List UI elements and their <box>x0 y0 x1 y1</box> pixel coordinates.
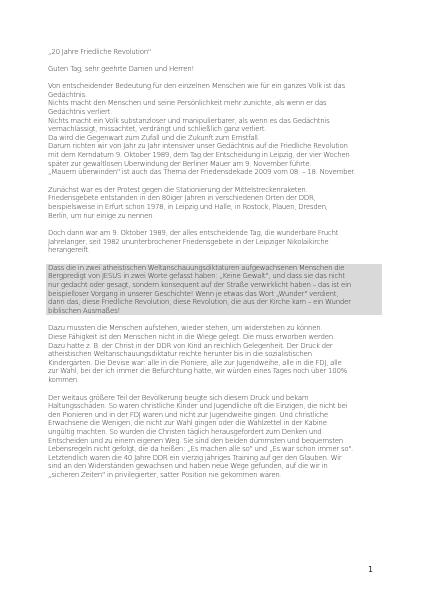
paragraph-line: Letztendlich waren die 40 Jahre DDR ein vierzig jähriges Training auf ger den Glauben. Wir <box>48 453 342 462</box>
paragraph-line: Gedächtnis verliert. <box>48 107 113 116</box>
document-title: „20 Jahre Friedliche Revolution" <box>48 48 151 56</box>
paragraph-line: Der weitaus größere Teil der Bevölkerung beugte sich diesem Druck und bekam <box>48 393 309 402</box>
paragraph-line: Doch dann war am 9. Oktober 1989, der alles entscheidende Tag, die wunderbare Frucht <box>48 229 339 238</box>
paragraph-line: Friedensgebete entstanden in den 80iger Jahren in verschiedenen Orten der DDR, <box>48 194 316 203</box>
paragraph-line: Dass die in zwei atheistischen Weltanschauungsdiktaturen aufgewachsenen Menschen die <box>48 263 345 272</box>
paragraph-line: Gedächtnis. <box>48 90 87 99</box>
paragraph-line: ungültig machten. So wurden die Christen täglich herausgefordert zum Denken und <box>48 427 322 436</box>
paragraph-line: Von entscheidender Bedeutung für den einzelnen Menschen wie für ein ganzes Volk ist das <box>48 82 345 91</box>
paragraph-line: „Mauern überwinden" ist auch das Thema der Friedensdekade 2009 vom 08. – 18. November. <box>48 168 356 177</box>
paragraph-line: Dazu hatte z. B. der Christ in der DDR von Kind an reichlich Gelegenheit. Der Druck der <box>48 341 333 350</box>
paragraph-line: später zur gewaltlosen Überwindung der Berliner Mauer am 9. November führte. <box>48 159 312 168</box>
paragraph-line: mit dem Kerndatum 9. Oktober 1989, dem Tag der Entscheidung in Leipzig, der vier Wochen <box>48 150 350 159</box>
paragraph-line: Lebensregeln nicht gefolgt, die da heißen: „Es machen alle so" und „Es war schon immer so". <box>48 445 354 454</box>
paragraph-line: Nichts macht den Menschen und seine Persönlichkeit mehr zunichte, als wenn er das <box>48 99 327 108</box>
paragraph-line: Berlin, um nur einige zu nennen. <box>48 211 155 220</box>
document-page <box>48 48 384 489</box>
paragraph-line: sind an den Widerständen gewachsen und haben neue Wege gefunden, auf die wir in <box>48 462 328 471</box>
paragraph-line: Bergpredigt von JESUS in zwei Worte gefasst haben: „Keine Gewalt", und dass sie das nicht <box>48 272 345 281</box>
paragraph-line: Jahrelanger, seit 1982 ununterbrochener Friedensgebete in der Leipziger Nikolaikirche <box>48 237 329 246</box>
paragraph-line: herangereift. <box>48 246 90 255</box>
paragraph-line: beispielsweise in Erfurt schon 1978, in Leipzig und Halle, in Rostock, Plauen, Dresden, <box>48 202 328 211</box>
paragraph-line: Entscheiden und zu einem eigenen Weg. Sie sind den beiden dümmsten und bequemsten <box>48 436 343 445</box>
paragraph-line: dann das, diese Friedliche Revolution, diese Revolution, die aus der Kirche kam – ein Wunder <box>48 298 351 307</box>
page-number: 1 <box>368 565 374 574</box>
paragraph-line: Haltungsschäden. So waren christliche Kinder und Jugendliche oft die Einzigen, die nicht bei <box>48 402 348 411</box>
paragraph-line: beispielloser Vorgang in unserer Geschichte! Wenn je etwas das Wort „Wunder" verdient, <box>48 289 339 298</box>
paragraph-line: vernachlässigt, missachtet, verdrängt und schließlich ganz verliert. <box>48 125 267 134</box>
paragraph <box>48 82 384 177</box>
paragraph-line: Nichts macht ein Volk substanzloser und manipulierbarer, als wenn es das Gedächtnis <box>48 116 330 125</box>
paragraphs <box>48 82 384 479</box>
greeting: Guten Tag, sehr geehrte Damen und Herren! <box>48 64 195 73</box>
paragraph-line: Erwachsene die Wenigen, die nicht zur Wahl gingen oder die Wahlzettel in der Kabine <box>48 419 327 428</box>
paragraph-line: biblischen Ausmaßes! <box>48 306 121 315</box>
paragraph-line: nur gedacht oder gesagt, sondern konsequent auf der Straße verwirklicht haben – das ist ein <box>48 281 351 290</box>
paragraph-line: den Pionieren und in der FDJ waren und nicht zur Jugendweihe gingen. Und christliche <box>48 410 328 419</box>
paragraph-line: Dazu mussten die Menschen aufstehen, wieder stehen, um widerstehen zu können. <box>48 324 323 333</box>
highlighted-paragraph <box>46 264 382 316</box>
paragraph-line: atheistischen Weltanschauungsdiktatur reichte herunter bis in die sozialistischen <box>48 350 312 359</box>
paragraph-line: zur Wahl, bei der ich immer die Befürchtung hatte, wir würden eines Tages noch über 100% <box>48 367 348 376</box>
paragraph <box>48 186 384 220</box>
paragraph-line: Darum richten wir von Jahr zu Jahr intensiver unser Gedächtnis auf die Friedliche Revolution <box>48 142 348 151</box>
paragraph-line: kommen. <box>48 376 79 384</box>
paragraph <box>48 324 384 384</box>
paragraph <box>48 229 384 255</box>
paragraph-line: „sicheren Zeiten" in privilegierter, satter Position nie gekommen wären. <box>48 470 282 479</box>
paragraph-line: Diese Fähigkeit ist den Menschen nicht in die Wiege gelegt. Die muss erworben werden. <box>48 333 335 342</box>
paragraph-line: Da wird die Gegenwart zum Zufall und die Zukunft zum Ernstfall. <box>48 133 260 142</box>
paragraph <box>48 394 384 480</box>
paragraph-line: Zunächst war es der Protest gegen die Stationierung der Mittelstreckenraketen. <box>48 185 308 194</box>
paragraph-line: Kindergärten. Die Devise war: alle in die Pioniere, alle zur Jugendweihe, alle in die FDJ, alle <box>48 358 342 367</box>
